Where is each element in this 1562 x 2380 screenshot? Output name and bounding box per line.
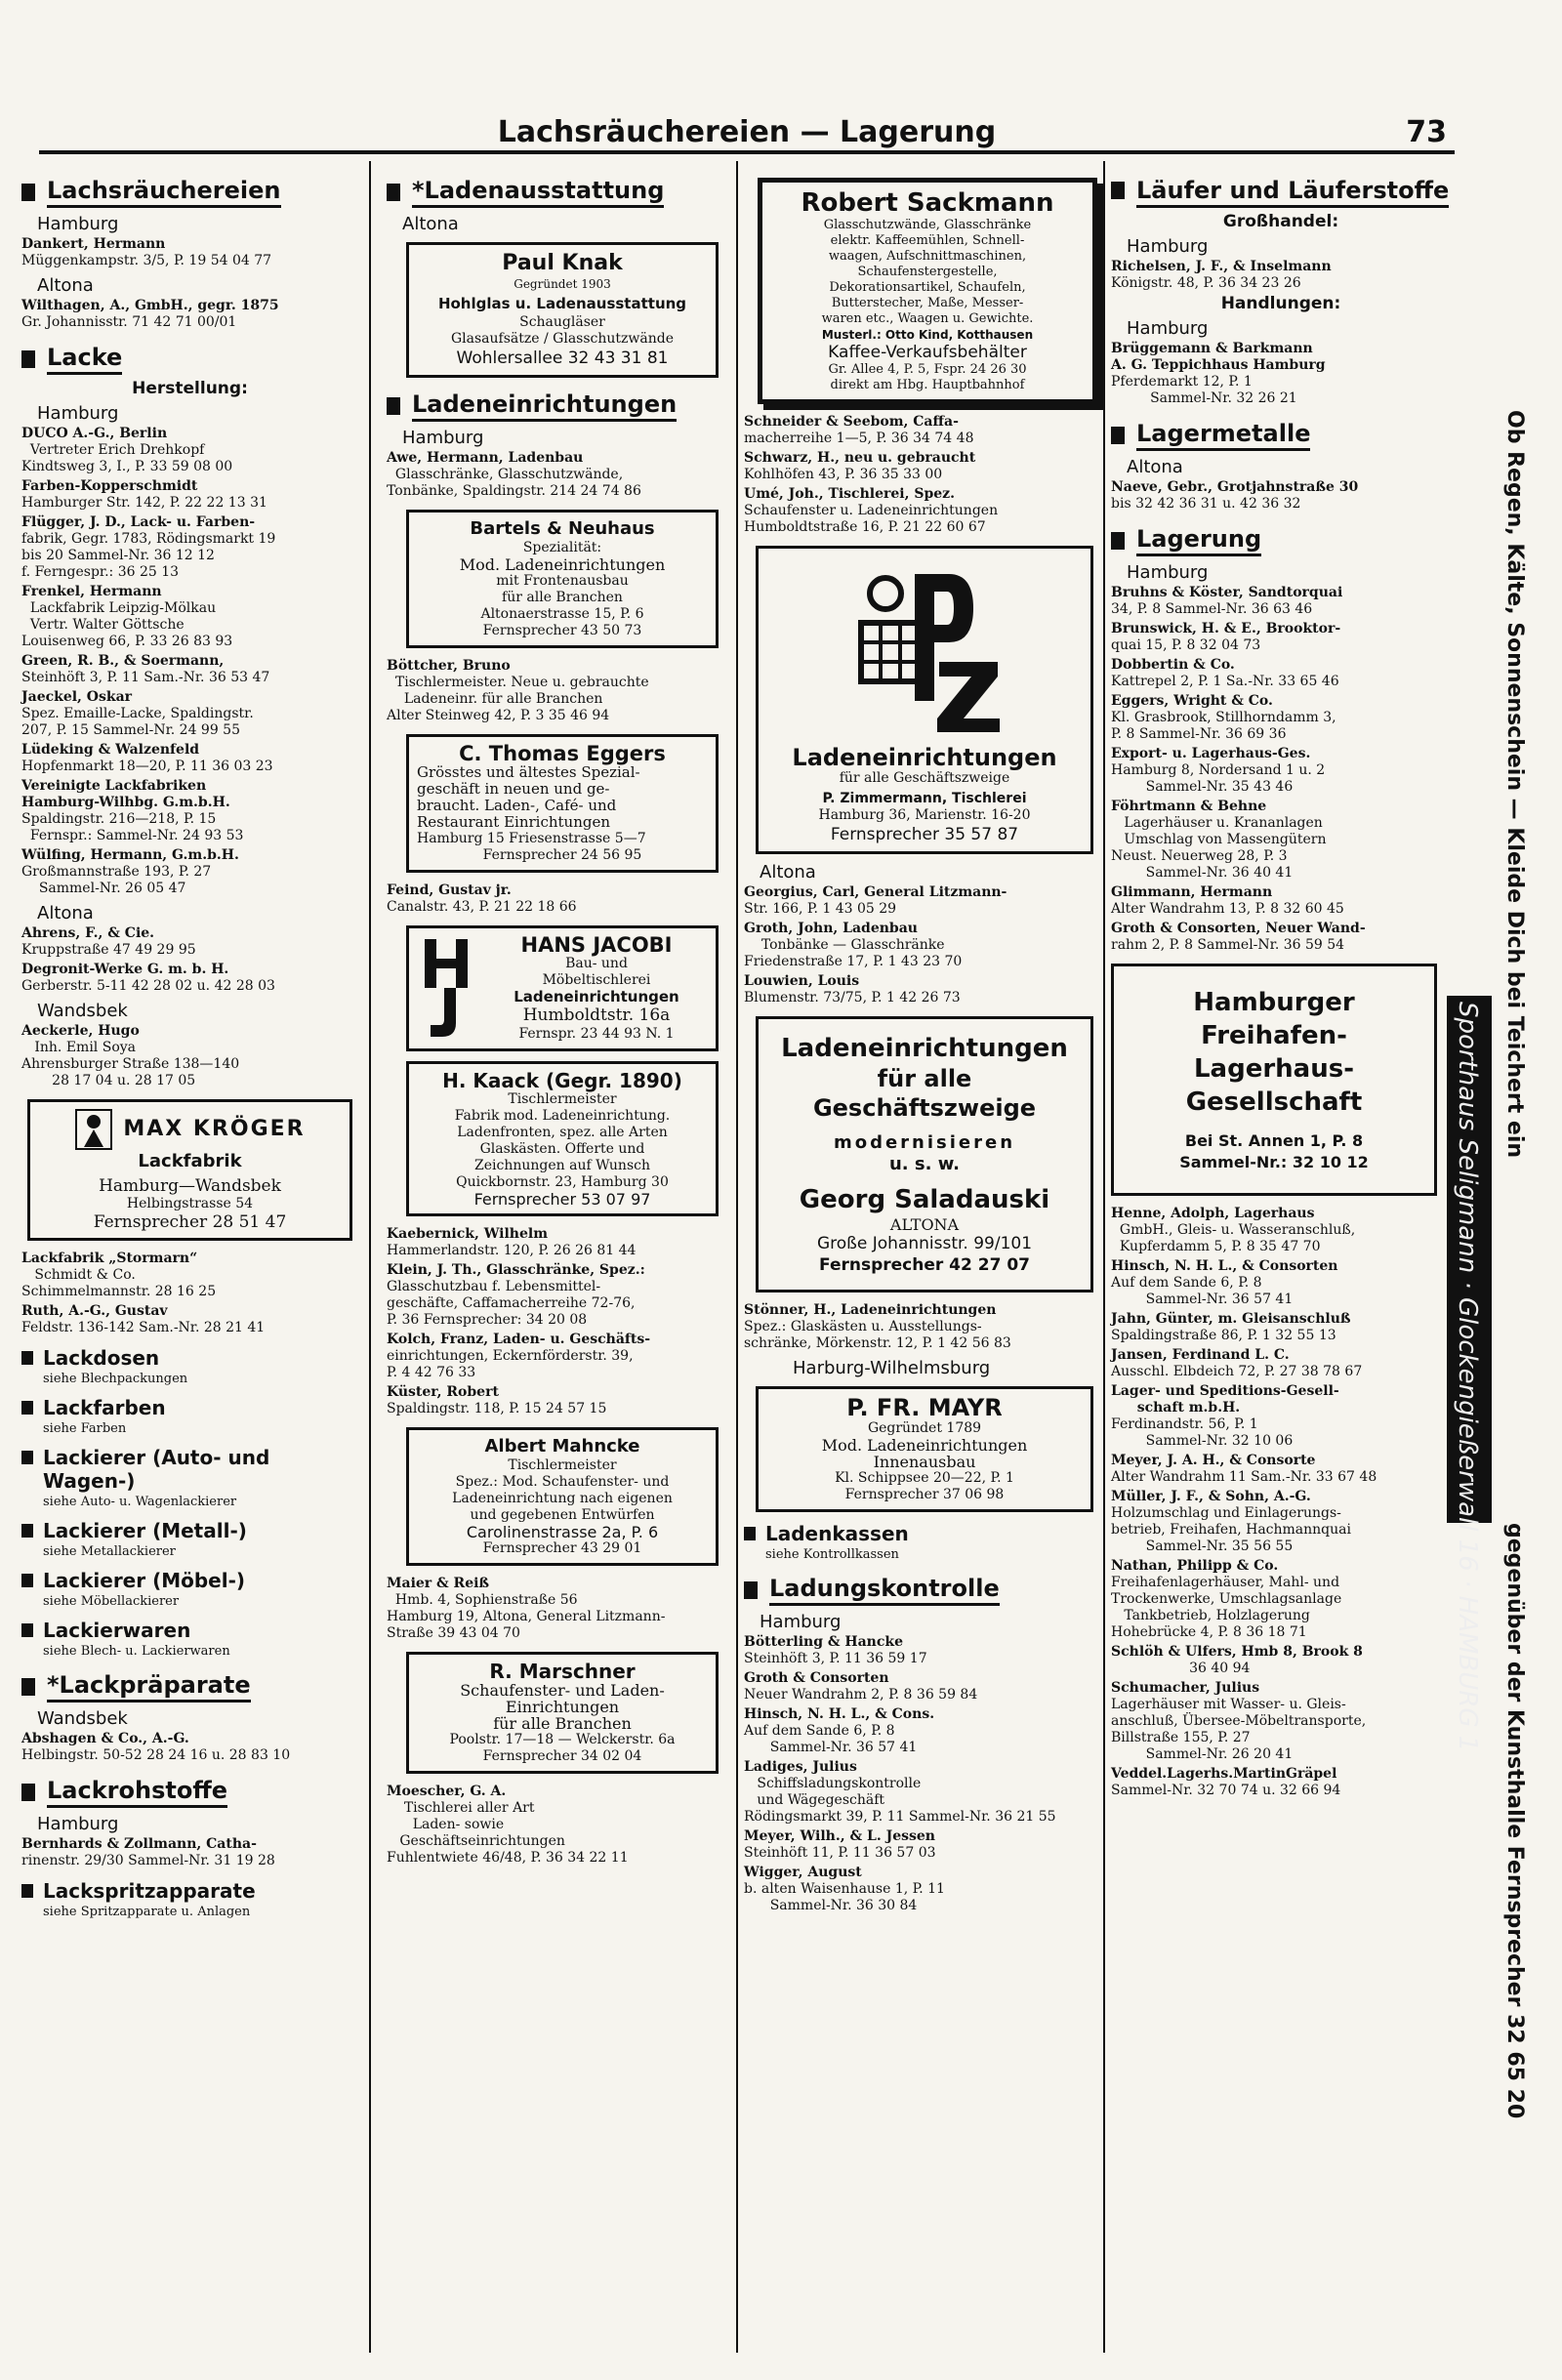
section-lackierer-auto: Lackierer (Auto- und Wagen-)	[21, 1446, 358, 1493]
list-item: Böttcher, Bruno Tischlermeister. Neue u. gebrauchte Ladeneinr. für alle Branchen Alter Steinweg 42, P. 3 35 46 94	[387, 658, 649, 723]
list-item: Degronit-Werke G. m. b. H. Gerberstr. 5-11 42 28 02 u. 42 28 03	[21, 962, 275, 994]
list-item: Glimmann, Hermann Alter Wandrahm 13, P. 8 32 60 45	[1111, 884, 1344, 917]
sackmann-l7: waren etc., Waagen u. Gewichte.	[821, 311, 1034, 326]
ad-paul-knak	[406, 242, 719, 378]
jacobi-l1: Bau- und	[565, 956, 628, 971]
jacobi-logo-icon	[417, 935, 485, 1043]
list-item: Bötterling & Hancke Steinhöft 3, P. 11 36 59 17	[744, 1634, 927, 1666]
knak-addr: Wohlersallee 32 43 31 81	[456, 349, 669, 368]
kroeger-addr: Helbingstrasse 54	[126, 1196, 254, 1211]
pz-logo-icon	[832, 554, 1017, 740]
section-lackfarben: Lackfarben	[21, 1396, 358, 1419]
ad-thomas-eggers	[406, 734, 719, 873]
page-title: Lachsräuchereien — Lagerung	[497, 115, 997, 149]
list-item: Schumacher, Julius Lagerhäuser mit Wasser- u. Gleis- anschluß, Übersee-Möbeltransporte, Billstraße 155, P. 27 Sammel-Nr. 26 20 41	[1111, 1680, 1367, 1762]
list-item: Hinsch, N. H. L., & Cons. Auf dem Sande 6, P. 8 Sammel-Nr. 36 57 41	[744, 1706, 935, 1755]
column-divider	[1103, 161, 1105, 2353]
section-lachsraeuchereien: Lachsräuchereien	[21, 176, 358, 208]
saladauski-tel: Fernsprecher 42 27 07	[819, 1255, 1030, 1275]
kroeger-name: MAX KRÖGER	[123, 1117, 306, 1141]
subheading: Großhandel:	[1222, 212, 1339, 231]
see-also-note: siehe Metallackierer	[43, 1544, 176, 1559]
city-heading: Altona	[402, 214, 459, 234]
city-heading: Hamburg	[37, 214, 119, 234]
section-lackspritzapparate: Lackspritzapparate	[21, 1879, 358, 1903]
saladauski-city: ALTONA	[889, 1215, 960, 1234]
city-heading: Altona	[1127, 457, 1183, 477]
ad-p-fr-mayr	[756, 1386, 1093, 1512]
mahncke-l2: Spez.: Mod. Schaufenster- und	[455, 1474, 670, 1490]
ad-albert-mahncke	[406, 1427, 719, 1566]
eggers-l1: Grösstes und ältestes Spezial-	[417, 763, 640, 781]
section-lackdosen: Lackdosen	[21, 1346, 358, 1370]
list-item: Eggers, Wright & Co. Kl. Grasbrook, Stillhorndamm 3, P. 8 Sammel-Nr. 36 69 36	[1111, 693, 1336, 742]
marschner-l4: Poolstr. 17—18 — Welckerstr. 6a	[449, 1732, 676, 1747]
list-item: Jahn, Günter, m. Gleisanschluß Spaldingstraße 86, P. 1 32 55 13	[1111, 1311, 1351, 1343]
see-also-note: siehe Möbellackierer	[43, 1594, 180, 1609]
list-item: Ahrens, F., & Cie. Kruppstraße 47 49 29 95	[21, 925, 196, 958]
city-heading: Hamburg	[1127, 236, 1209, 257]
column-divider	[736, 161, 738, 2353]
freihafen-l2: Freihafen-Lagerhaus-	[1193, 1021, 1354, 1084]
section-lacke: Lacke	[21, 343, 358, 375]
section-lagerung: Lagerung	[1111, 524, 1451, 556]
mayr-name: P. FR. MAYR	[846, 1394, 1003, 1421]
pz-l4: Fernsprecher 35 57 87	[830, 825, 1019, 844]
see-also-note: siehe Kontrollkassen	[765, 1547, 899, 1562]
list-item: Klein, J. Th., Glasschränke, Spez.: Glasschutzbau f. Lebensmittel- geschäfte, Caffamacherreihe 72-76, P. 36 Fernsprecher: 34 20 08	[387, 1262, 645, 1328]
list-item: Küster, Robert Spaldingstr. 118, P. 15 24 57 15	[387, 1384, 607, 1416]
freihafen-l3: Gesellschaft	[1185, 1087, 1363, 1117]
subheading: Handlungen:	[1220, 294, 1341, 313]
saladauski-l3: modernisieren	[833, 1132, 1016, 1153]
list-item: Moescher, G. A. Tischlerei aller Art Laden- sowie Geschäftseinrichtungen Fuhlentwiete 46/48, P. 36 34 22 11	[387, 1784, 629, 1866]
section-ladungskontrolle: Ladungskontrolle	[744, 1574, 1097, 1606]
list-item: Brüggemann & Barkmann A. G. Teppichhaus Hamburg Pferdemarkt 12, P. 1 Sammel-Nr. 32 26 21	[1111, 341, 1326, 406]
list-item: Feind, Gustav jr. Canalstr. 43, P. 21 22 18 66	[387, 882, 577, 915]
kroeger-tel: Fernsprecher 28 51 47	[93, 1212, 287, 1232]
ad-r-marschner	[406, 1652, 719, 1774]
city-heading: Altona	[37, 275, 94, 296]
list-item: Flügger, J. D., Lack- u. Farben- fabrik, Gegr. 1783, Rödingsmarkt 19 bis 20 Sammel-Nr. 36 12 12 f. Ferngespr.: 36 25 13	[21, 514, 276, 580]
eggers-l2: geschäft in neuen und ge-	[417, 780, 610, 798]
list-item: Jansen, Ferdinand L. C. Ausschl. Elbdeich 72, P. 27 38 78 67	[1111, 1347, 1363, 1379]
list-item: Louwien, Louis Blumenstr. 73/75, P. 1 42 26 73	[744, 973, 961, 1005]
see-also-note: siehe Blech- u. Lackierwaren	[43, 1644, 230, 1659]
section-lackpraeparate: *Lackpräparate	[21, 1670, 358, 1703]
section-lackrohstoffe: Lackrohstoffe	[21, 1776, 358, 1808]
list-item: Groth, John, Ladenbau Tonbänke — Glasschränke Friedenstraße 17, P. 1 43 23 70	[744, 921, 963, 969]
list-item: Henne, Adolph, Lagerhaus GmbH., Gleis- u. Wasseranschluß, Kupferdamm 5, P. 8 35 47 70	[1111, 1206, 1356, 1254]
column-1	[21, 164, 358, 1919]
kaack-l5: Zeichnungen auf Wunsch	[473, 1158, 650, 1173]
section-ladeneinrichtungen: Ladeneinrichtungen	[387, 390, 728, 422]
pz-l2: P. Zimmermann, Tischlerei	[822, 791, 1027, 806]
list-item: Export- u. Lagerhaus-Ges. Hamburg 8, Nordersand 1 u. 2 Sammel-Nr. 35 43 46	[1111, 746, 1326, 795]
list-item: Stönner, H., Ladeneinrichtungen Spez.: Glaskästen u. Ausstellungs- schränke, Mörkenstr. 12, P. 1 42 56 83	[744, 1302, 1011, 1351]
list-item: Awe, Hermann, Ladenbau Glasschränke, Glasschutzwände, Tonbänke, Spaldingstr. 214 24 74 86	[387, 450, 641, 499]
list-item: Jaeckel, Oskar Spez. Emaille-Lacke, Spaldingstr. 207, P. 15 Sammel-Nr. 24 99 55	[21, 689, 254, 738]
page-number: 73	[1406, 115, 1447, 149]
list-item: Green, R. B., & Soermann, Steinhöft 3, P. 11 Sam.-Nr. 36 53 47	[21, 653, 270, 685]
section-laeufer: Läufer und Läuferstoffe	[1111, 176, 1451, 208]
pz-l1: für alle Geschäftszweige	[839, 770, 1010, 786]
city-heading: Hamburg	[402, 428, 484, 448]
section-ladenkassen: Ladenkassen	[744, 1522, 1097, 1545]
sackmann-l2: elektr. Kaffeemühlen, Schnell-	[830, 233, 1025, 248]
mahncke-l3: Ladeneinrichtung nach eigenen	[452, 1491, 673, 1506]
mayr-l4: Kl. Schippsee 20—22, P. 1	[835, 1470, 1014, 1486]
section-lagermetalle: Lagermetalle	[1111, 419, 1451, 451]
saladauski-name: Georg Saladauski	[799, 1185, 1050, 1214]
mayr-l5: Fernsprecher 37 06 98	[844, 1487, 1005, 1502]
mayr-l3: Innenausbau	[873, 1453, 976, 1471]
bartels-l5: Altonaerstrasse 15, P. 6	[480, 606, 644, 622]
list-item: Veddel.Lagerhs.MartinGräpel Sammel-Nr. 32 70 74 u. 32 66 94	[1111, 1766, 1341, 1798]
list-item: Nathan, Philipp & Co. Freihafenlagerhäuser, Mahl- und Trockenwerke, Umschlagsanlage Tankbetrieb, Holzlagerung Hohebrücke 4, P. 8 36 18 71	[1111, 1558, 1342, 1640]
list-item: Kolch, Franz, Laden- u. Geschäfts- einrichtungen, Eckernförderstr. 39, P. 4 42 76 33	[387, 1332, 651, 1380]
kaack-l3: Ladenfronten, spez. alle Arten	[457, 1125, 668, 1140]
mayr-l2: Mod. Ladeneinrichtungen	[821, 1436, 1028, 1455]
column-3	[744, 164, 1097, 1917]
mahncke-l1: Tischlermeister	[508, 1457, 617, 1473]
kaack-name: H. Kaack (Gegr. 1890)	[442, 1069, 682, 1092]
city-heading: Hamburg	[1127, 562, 1209, 583]
jacobi-l3: Ladeneinrichtungen	[514, 988, 679, 1005]
knak-line: Hohlglas u. Ladenausstattung	[437, 295, 687, 312]
mahncke-l4: und gegebenen Entwürfen	[470, 1507, 655, 1523]
jacobi-name: HANS JACOBI	[520, 933, 673, 957]
city-heading: Hamburg	[37, 1814, 119, 1834]
marschner-l3: für alle Branchen	[493, 1714, 632, 1733]
freihafen-l1: Hamburger	[1193, 988, 1355, 1017]
kroeger-line: Lackfabrik	[138, 1151, 242, 1171]
city-heading: Hamburg	[37, 403, 119, 424]
see-also-note: siehe Auto- u. Wagenlackierer	[43, 1495, 237, 1509]
sackmann-l11: direkt am Hbg. Hauptbahnhof	[830, 378, 1025, 392]
section-lackierwaren: Lackierwaren	[21, 1619, 358, 1642]
list-item: Farben-Kopperschmidt Hamburger Str. 142, P. 22 22 13 31	[21, 478, 267, 511]
list-item: Abshagen & Co., A.-G. Helbingstr. 50-52 28 24 16 u. 28 83 10	[21, 1731, 291, 1763]
kroeger-logo-icon	[74, 1108, 113, 1151]
ad-bartels-neuhaus	[406, 510, 719, 648]
kaack-l1: Tischlermeister	[508, 1091, 617, 1107]
column-2	[387, 164, 728, 1869]
sackmann-l4: Schaufenstergestelle,	[857, 265, 998, 279]
side-ad-brand: Sporthaus Seligmann · Glockengießerwall 16 · HAMBURG 1	[1447, 996, 1492, 1523]
ad-max-kroeger	[27, 1099, 352, 1241]
list-item: Wilthagen, A., GmbH., gegr. 1875 Gr. Johannisstr. 71 42 71 00/01	[21, 298, 279, 330]
freihafen-l5: Sammel-Nr.: 32 10 12	[1179, 1153, 1369, 1171]
bartels-name: Bartels & Neuhaus	[470, 518, 655, 539]
city-heading: Altona	[760, 862, 816, 882]
sackmann-l1: Glasschutzwände, Glasschränke	[823, 218, 1032, 232]
list-item: Aeckerle, Hugo Inh. Emil Soya Ahrensburger Straße 138—140 28 17 04 u. 28 17 05	[21, 1023, 240, 1088]
sackmann-l9: Kaffee-Verkaufsbehälter	[828, 343, 1027, 362]
bartels-l2: Mod. Ladeneinrichtungen	[459, 555, 666, 574]
eggers-l3: braucht. Laden-, Café- und	[417, 797, 617, 814]
see-also-note: siehe Spritzapparate u. Anlagen	[43, 1905, 251, 1919]
knak-l2: Schaugläser	[519, 314, 605, 330]
bartels-l4: für alle Branchen	[502, 590, 623, 605]
eggers-l6: Fernsprecher 24 56 95	[482, 847, 642, 863]
marschner-name: R. Marschner	[489, 1660, 636, 1683]
list-item: Lackfabrik „Stormarn“ Schmidt & Co. Schimmelmannstr. 28 16 25	[21, 1251, 217, 1299]
pz-l3: Hamburg 36, Marienstr. 16-20	[818, 807, 1031, 823]
ad-h-kaack	[406, 1061, 719, 1216]
pz-line: Ladeneinrichtungen	[792, 744, 1057, 771]
jacobi-l2: Möbeltischlerei	[542, 972, 651, 988]
sackmann-l8: Musterl.: Otto Kind, Kotthausen	[821, 328, 1034, 342]
sackmann-name: Robert Sackmann	[801, 188, 1054, 218]
list-item: Müller, J. F., & Sohn, A.-G. Holzumschlag und Einlagerungs- betrieb, Freihafen, Hachmannquai Sammel-Nr. 35 56 55	[1111, 1489, 1351, 1554]
column-divider	[369, 161, 371, 2353]
bartels-l3: mit Frontenausbau	[496, 573, 629, 589]
column-4	[1111, 164, 1451, 1802]
section-lackierer-moebel: Lackierer (Möbel-)	[21, 1569, 358, 1592]
list-item: Meyer, J. A. H., & Consorte Alter Wandrahm 11 Sam.-Nr. 33 67 48	[1111, 1453, 1377, 1485]
list-item: Bernhards & Zollmann, Catha- rinenstr. 29/30 Sammel-Nr. 31 19 28	[21, 1836, 275, 1868]
ad-p-zimmermann	[756, 546, 1093, 854]
list-item: Richelsen, J. F., & Inselmann Königstr. 48, P. 36 34 23 26	[1111, 259, 1332, 291]
kaack-l2: Fabrik mod. Ladeneinrichtung.	[454, 1108, 671, 1124]
knak-name: Paul Knak	[502, 251, 623, 275]
eggers-name: C. Thomas Eggers	[459, 742, 666, 765]
list-item: Meyer, Wilh., & L. Jessen Steinhöft 11, P. 11 36 57 03	[744, 1828, 936, 1861]
side-ad-slogan: Ob Regen, Kälte, Sonnenschein — Kleide Dich bei Teichert ein	[1502, 410, 1527, 1159]
saladauski-l2: für alle Geschäftszweige	[812, 1065, 1037, 1122]
list-item: Schneider & Seebom, Caffa- macherreihe 1—5, P. 36 34 74 48	[744, 414, 974, 446]
saladauski-l4: u. s. w.	[888, 1154, 961, 1174]
bartels-l6: Fernsprecher 43 50 73	[482, 623, 642, 638]
saladauski-l1: Ladeneinrichtungen	[781, 1034, 1068, 1063]
section-ladenausstattung: *Ladenausstattung	[387, 176, 728, 208]
ad-georg-saladauski	[756, 1016, 1093, 1293]
list-item: Wigger, August b. alten Waisenhause 1, P. 11 Sammel-Nr. 36 30 84	[744, 1865, 945, 1913]
list-item: Groth & Consorten, Neuer Wand- rahm 2, P. 8 Sammel-Nr. 36 59 54	[1111, 921, 1366, 953]
list-item: Föhrtmann & Behne Lagerhäuser u. Krananlagen Umschlag von Massengütern Neust. Neuerweg 28, P. 3 Sammel-Nr. 36 40 41	[1111, 799, 1327, 881]
sackmann-l5: Dekorationsartikel, Schaufeln,	[829, 280, 1026, 295]
subheading: Herstellung:	[132, 379, 248, 398]
list-item: DUCO A.-G., Berlin Vertreter Erich Drehkopf Kindtsweg 3, I., P. 33 59 08 00	[21, 426, 233, 474]
see-also-note: siehe Blechpackungen	[43, 1372, 188, 1386]
freihafen-l4: Bei St. Annen 1, P. 8	[1184, 1131, 1364, 1150]
list-item: Dobbertin & Co. Kattrepel 2, P. 1 Sa.-Nr. 33 65 46	[1111, 657, 1339, 689]
city-heading: Wandsbek	[37, 1001, 128, 1021]
list-item: Hinsch, N. H. L., & Consorten Auf dem Sande 6, P. 8 Sammel-Nr. 36 57 41	[1111, 1258, 1338, 1307]
marschner-l5: Fernsprecher 34 02 04	[482, 1748, 642, 1764]
city-heading: Hamburg	[760, 1612, 842, 1632]
section-lackierer-metall: Lackierer (Metall-)	[21, 1519, 358, 1542]
side-ad-contact: gegenüber der Kunsthalle Fernsprecher 32 65 20	[1502, 1523, 1527, 2119]
list-item: Ladiges, Julius Schiffsladungskontrolle und Wägegeschäft Rödingsmarkt 39, P. 11 Sammel-Nr. 36 21 55	[744, 1759, 1056, 1825]
eggers-l4: Restaurant Einrichtungen	[417, 813, 610, 831]
list-item: Umé, Joh., Tischlerei, Spez. Schaufenster u. Ladeneinrichtungen Humboldtstraße 16, P. 21 22 60 67	[744, 486, 999, 535]
list-item: Naeve, Gebr., Grotjahnstraße 30 bis 32 42 36 31 u. 42 36 32	[1111, 479, 1359, 512]
kroeger-city: Hamburg—Wandsbek	[99, 1176, 281, 1196]
page-header	[39, 115, 1455, 154]
list-item: Lager- und Speditions-Gesell- schaft m.b.H. Ferdinandstr. 56, P. 1 Sammel-Nr. 32 10 06	[1111, 1383, 1339, 1449]
list-item: Kaebernick, Wilhelm Hammerlandstr. 120, P. 26 26 81 44	[387, 1226, 637, 1258]
city-heading: Altona	[37, 903, 94, 923]
ad-freihafen-lagerhaus	[1111, 964, 1437, 1196]
mahncke-name: Albert Mahncke	[484, 1436, 640, 1457]
knak-est: Gegründet 1903	[514, 277, 611, 291]
mahncke-l6: Fernsprecher 43 29 01	[482, 1540, 642, 1556]
list-item: Vereinigte Lackfabriken Hamburg-Wilhbg. G.m.b.H. Spaldingstr. 216—218, P. 15 Fernspr.: Sammel-Nr. 24 93 53	[21, 778, 244, 843]
list-item: Wülfing, Hermann, G.m.b.H. Großmannstraße 193, P. 27 Sammel-Nr. 26 05 47	[21, 847, 239, 896]
jacobi-l4: Humboldtstr. 16a	[522, 1005, 671, 1025]
kaack-l4: Glaskästen. Offerte und	[479, 1141, 645, 1157]
list-item: Schwarz, H., neu u. gebraucht Kohlhöfen 43, P. 36 35 33 00	[744, 450, 976, 482]
list-item: Maier & Reiß Hmb. 4, Sophienstraße 56 Hamburg 19, Altona, General Litzmann- Straße 39 43 04 70	[387, 1576, 666, 1641]
kaack-l7: Fernsprecher 53 07 97	[473, 1190, 651, 1209]
eggers-l5: Hamburg 15 Friesenstrasse 5—7	[417, 831, 646, 846]
list-item: Frenkel, Hermann Lackfabrik Leipzig-Mölkau Vertr. Walter Göttsche Louisenweg 66, P. 33 26 83 93	[21, 584, 233, 649]
list-item: Schlöh & Ulfers, Hmb 8, Brook 8 36 40 94	[1111, 1644, 1363, 1676]
sackmann-l3: waagen, Aufschnittmaschinen,	[828, 249, 1027, 264]
ad-hans-jacobi	[406, 925, 719, 1051]
sackmann-l10: Gr. Allee 4, P. 5, Fspr. 24 26 30	[828, 362, 1027, 377]
list-item: Brunswick, H. & E., Brooktor- quai 15, P. 8 32 04 73	[1111, 621, 1341, 653]
list-item: Ruth, A.-G., Gustav Feldstr. 136-142 Sam.-Nr. 28 21 41	[21, 1303, 266, 1335]
list-item: Bruhns & Köster, Sandtorquai 34, P. 8 Sammel-Nr. 36 63 46	[1111, 585, 1343, 617]
jacobi-l5: Fernspr. 23 44 93 N. 1	[518, 1026, 675, 1042]
marschner-l2: Einrichtungen	[505, 1698, 620, 1716]
bartels-l1: Spezialität:	[522, 540, 602, 555]
sackmann-l6: Butterstecher, Maße, Messer-	[831, 296, 1024, 310]
marschner-l1: Schaufenster- und Laden-	[460, 1681, 665, 1700]
city-heading: Hamburg	[1127, 318, 1209, 339]
mahncke-l5: Carolinenstrasse 2a, P. 6	[466, 1523, 659, 1541]
city-heading: Harburg-Wilhelmsburg	[793, 1358, 991, 1378]
mayr-l1: Gegründet 1789	[867, 1420, 982, 1436]
list-item: Groth & Consorten Neuer Wandrahm 2, P. 8 36 59 84	[744, 1670, 978, 1703]
saladauski-addr: Große Johannisstr. 99/101	[816, 1234, 1033, 1253]
see-also-note: siehe Farben	[43, 1421, 127, 1436]
list-item: Lüdeking & Walzenfeld Hopfenmarkt 18—20, P. 11 36 03 23	[21, 742, 273, 774]
kaack-l6: Quickbornstr. 23, Hamburg 30	[456, 1174, 669, 1190]
ad-robert-sackmann	[758, 178, 1097, 404]
list-item: Georgius, Carl, General Litzmann- Str. 166, P. 1 43 05 29	[744, 884, 1007, 917]
city-heading: Wandsbek	[37, 1708, 128, 1729]
knak-l3: Glasaufsätze / Glasschutzwände	[450, 331, 675, 347]
list-item: Dankert, Hermann Müggenkampstr. 3/5, P. 19 54 04 77	[21, 236, 272, 268]
